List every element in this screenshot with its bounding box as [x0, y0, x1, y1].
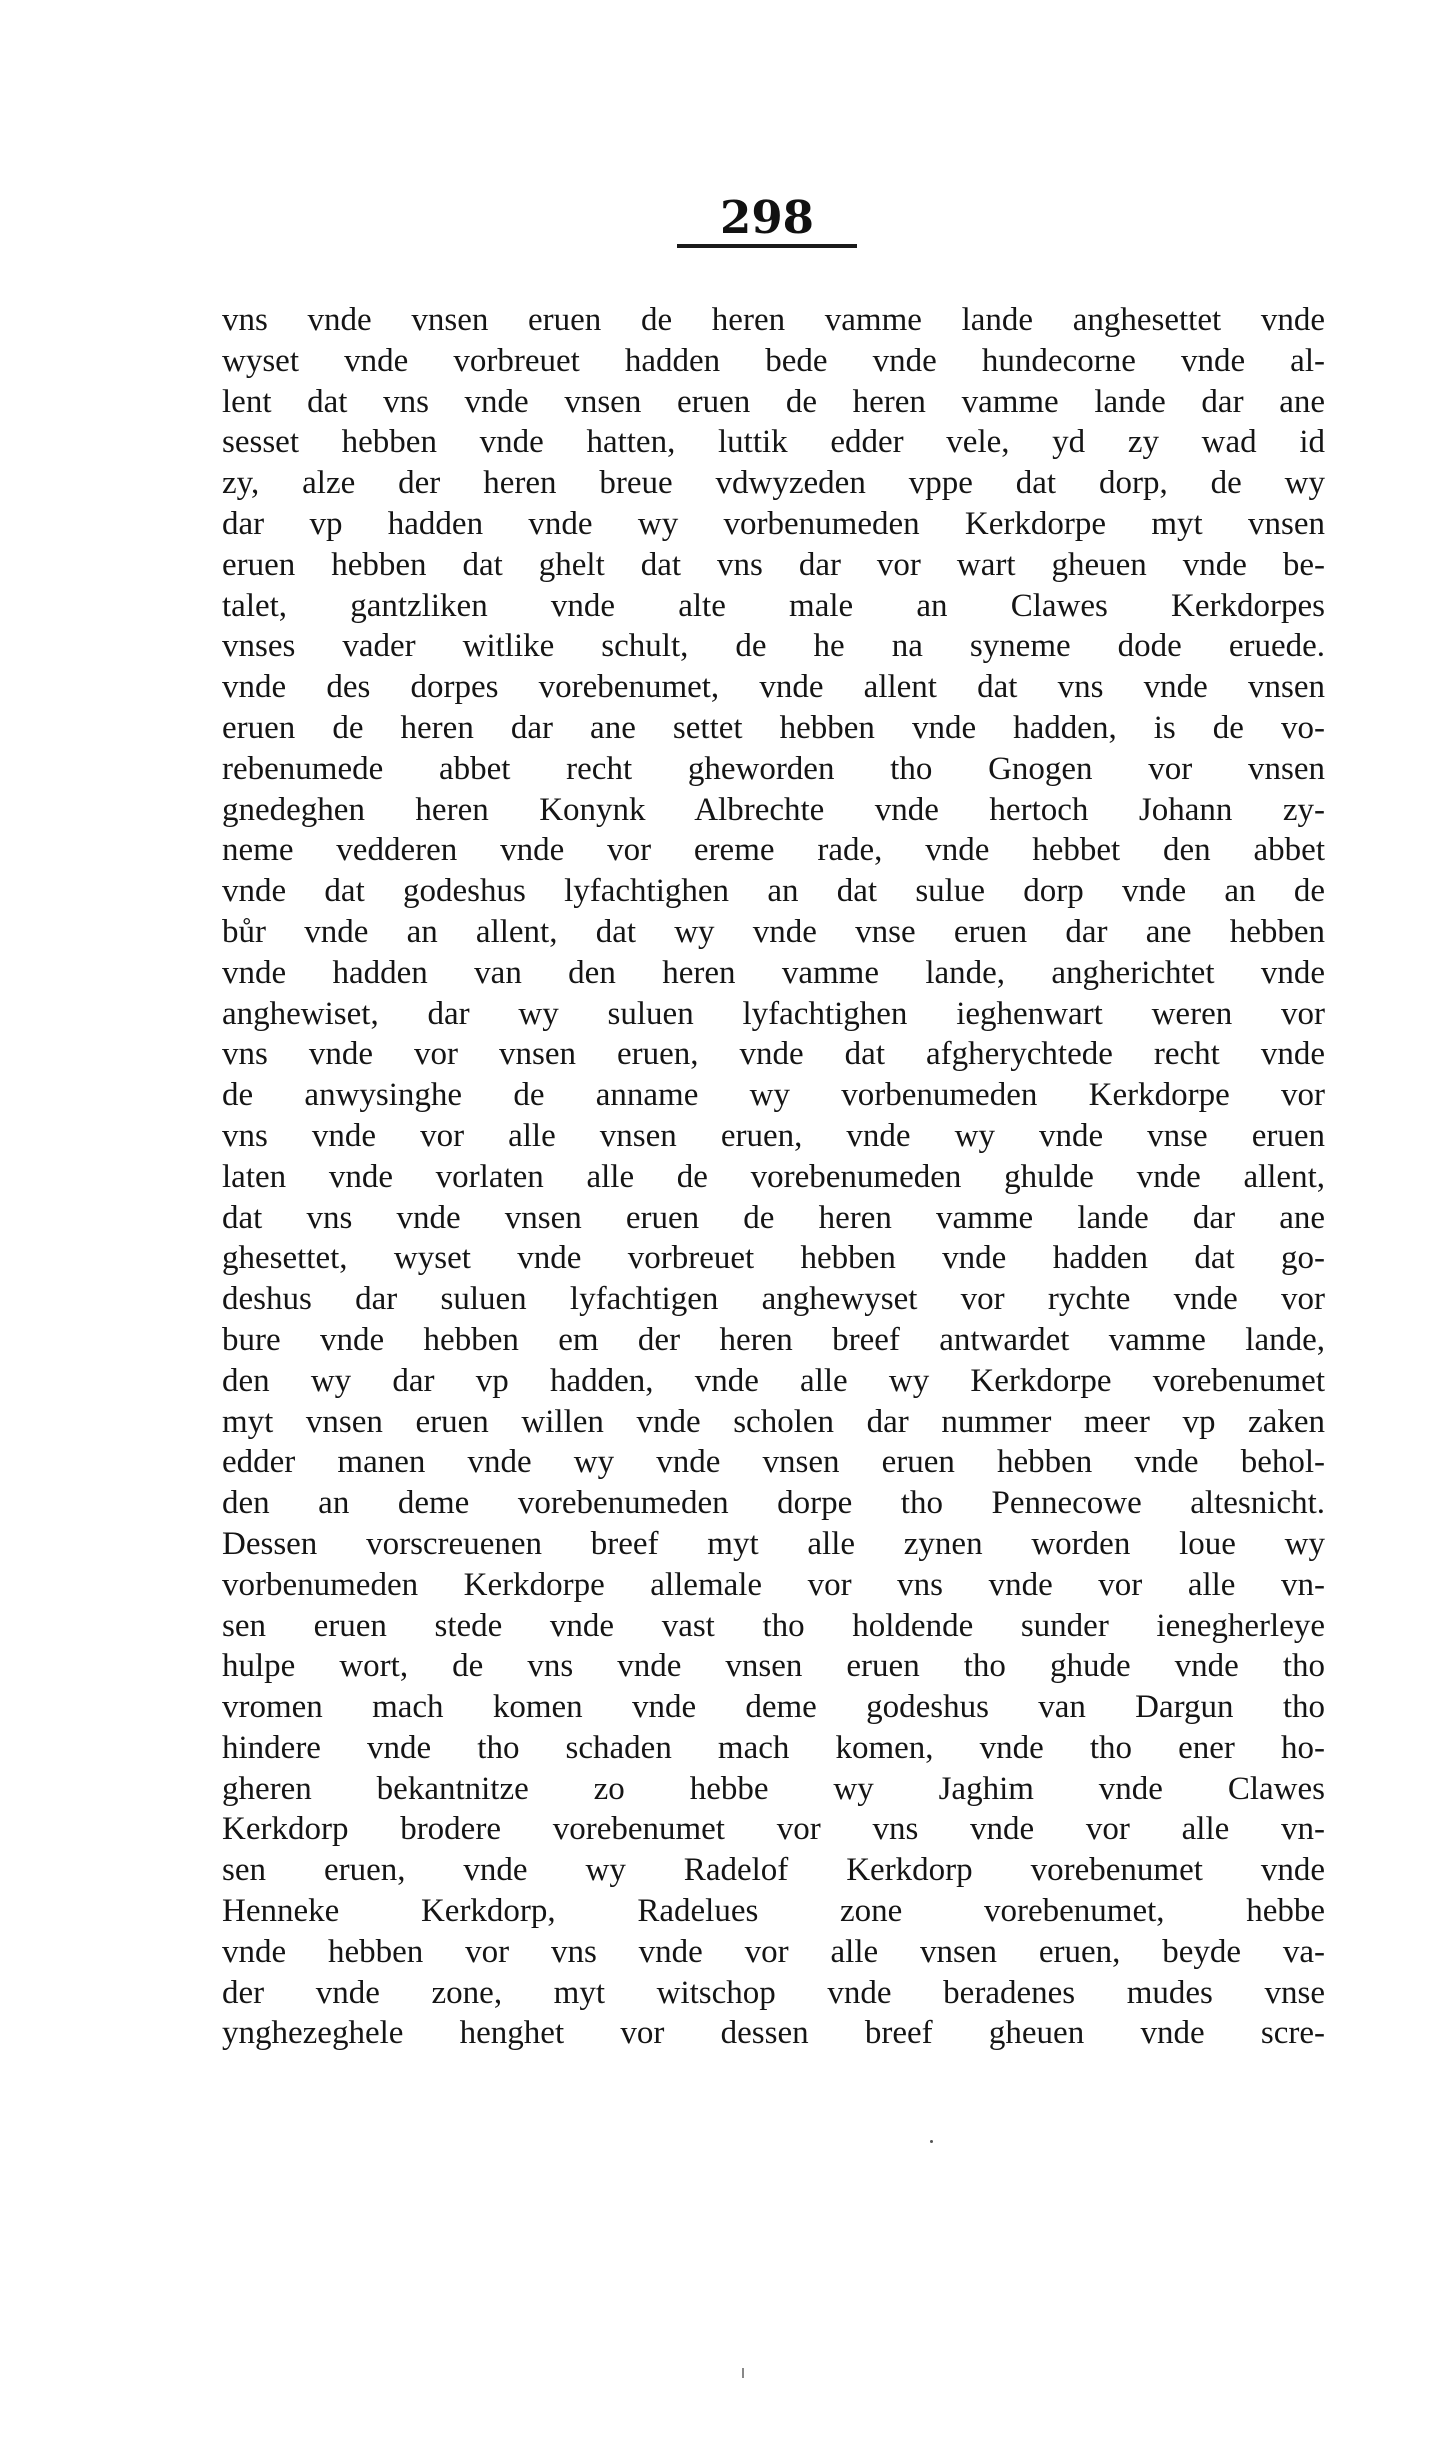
- text-line: sen eruen, vnde wy Radelof Kerkdorp vorebenumet vnde: [222, 1852, 1325, 1889]
- text-line: zy, alze der heren breue vdwyzeden vppe dat dorp, de wy: [222, 465, 1325, 502]
- text-line: den wy dar vp hadden, vnde alle wy Kerkdorpe vorebenumet: [222, 1362, 1325, 1399]
- text-line: ghesettet, wyset vnde vorbreuet hebben vnde hadden dat go-: [222, 1240, 1325, 1277]
- text-line: ynghezeghele henghet vor dessen breef gheuen vnde scre-: [222, 2015, 1325, 2052]
- text-line: sen eruen stede vnde vast tho holdende sunder ienegherleye: [222, 1607, 1325, 1644]
- page-number-rule: [677, 244, 857, 248]
- text-line: myt vnsen eruen willen vnde scholen dar nummer meer vp zaken: [222, 1403, 1325, 1440]
- speck-mark: [742, 2368, 744, 2378]
- text-line: dat vns vnde vnsen eruen de heren vamme lande dar ane: [222, 1199, 1325, 1236]
- body-text: [222, 300, 1325, 2054]
- text-line: neme vedderen vnde vor ereme rade, vnde hebbet den abbet: [222, 832, 1325, 869]
- text-line: vorbenumeden Kerkdorpe allemale vor vns vnde vor alle vn-: [222, 1566, 1325, 1603]
- text-line: talet, gantzliken vnde alte male an Clawes Kerkdorpes: [222, 587, 1325, 624]
- text-line: laten vnde vorlaten alle de vorebenumeden ghulde vnde allent,: [222, 1158, 1325, 1195]
- text-line: anghewiset, dar wy suluen lyfachtighen ieghenwart weren vor: [222, 995, 1325, 1032]
- text-line: dar vp hadden vnde wy vorbenumeden Kerkdorpe myt vnsen: [222, 505, 1325, 542]
- text-line: vnde dat godeshus lyfachtighen an dat sulue dorp vnde an de: [222, 873, 1325, 910]
- text-line: wyset vnde vorbreuet hadden bede vnde hundecorne vnde al-: [222, 342, 1325, 379]
- text-line: hindere vnde tho schaden mach komen, vnde tho ener ho-: [222, 1729, 1325, 1766]
- text-line: den an deme vorebenumeden dorpe tho Pennecowe altesnicht.: [222, 1485, 1325, 1522]
- text-line: vns vnde vnsen eruen de heren vamme lande anghesettet vnde: [222, 302, 1325, 338]
- text-line: vnde hebben vor vns vnde vor alle vnsen eruen, beyde va-: [222, 1933, 1325, 1970]
- text-line: gheren bekantnitze zo hebbe wy Jaghim vnde Clawes: [222, 1770, 1325, 1807]
- text-line: lent dat vns vnde vnsen eruen de heren vamme lande dar ane: [222, 383, 1325, 420]
- text-line: Dessen vorscreuenen breef myt alle zynen worden loue wy: [222, 1525, 1325, 1562]
- text-line: vnde des dorpes vorebenumet, vnde allent dat vns vnde vnsen: [222, 669, 1325, 706]
- text-line: edder manen vnde wy vnde vnsen eruen hebben vnde behol-: [222, 1444, 1325, 1481]
- speck-mark: [930, 2140, 933, 2143]
- text-line: sesset hebben vnde hatten, luttik edder vele, yd zy wad id: [222, 424, 1325, 461]
- text-line: bure vnde hebben em der heren breef antwardet vamme lande,: [222, 1321, 1325, 1358]
- text-line: deshus dar suluen lyfachtigen anghewyset vor rychte vnde vor: [222, 1281, 1325, 1318]
- text-line: bůr vnde an allent, dat wy vnde vnse eruen dar ane hebben: [222, 913, 1325, 950]
- text-line: vnde hadden van den heren vamme lande, angherichtet vnde: [222, 954, 1325, 991]
- text-line: vns vnde vor alle vnsen eruen, vnde wy vnde vnse eruen: [222, 1117, 1325, 1154]
- text-line: Kerkdorp brodere vorebenumet vor vns vnde vor alle vn-: [222, 1811, 1325, 1848]
- text-line: de anwysinghe de anname wy vorbenumeden Kerkdorpe vor: [222, 1077, 1325, 1114]
- text-line: vns vnde vor vnsen eruen, vnde dat afgherychtede recht vnde: [222, 1036, 1325, 1073]
- text-line: eruen de heren dar ane settet hebben vnde hadden, is de vo-: [222, 709, 1325, 746]
- text-line: vromen mach komen vnde deme godeshus van Dargun tho: [222, 1689, 1325, 1726]
- text-line: vnses vader witlike schult, de he na syneme dode eruede.: [222, 628, 1325, 665]
- page-number: 298: [720, 191, 814, 244]
- text-line: gnedeghen heren Konynk Albrechte vnde hertoch Johann zy-: [222, 791, 1325, 828]
- text-line: hulpe wort, de vns vnde vnsen eruen tho ghude vnde tho: [222, 1648, 1325, 1685]
- text-line: der vnde zone, myt witschop vnde beradenes mudes vnse: [222, 1974, 1325, 2011]
- text-line: Henneke Kerkdorp, Radelues zone vorebenumet, hebbe: [222, 1893, 1325, 1930]
- text-line: rebenumede abbet recht gheworden tho Gnogen vor vnsen: [222, 750, 1325, 787]
- text-line: eruen hebben dat ghelt dat vns dar vor wart gheuen vnde be-: [222, 546, 1325, 583]
